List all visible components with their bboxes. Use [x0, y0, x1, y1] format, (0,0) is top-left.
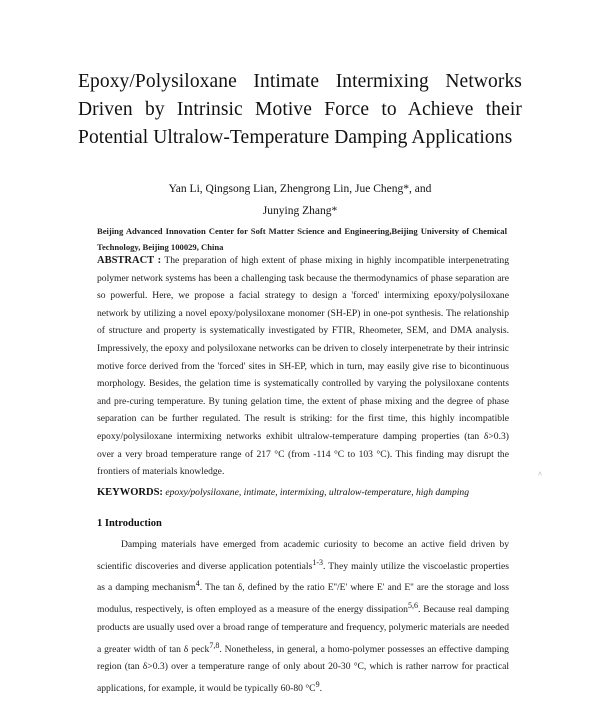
intro-text-5: . Nonetheless, in general, a homo-polymer possesses an effective damping region (tan δ>0.3) over a temperature range of only about 20-30 °C, which is rather narrow for practical applications, for example, it would be typically 60-80 °C [97, 643, 509, 695]
margin-mark: ^ [538, 470, 542, 479]
introduction-paragraph [97, 536, 509, 698]
intro-text-3: . The tan δ, defined by the ratio E''/E' where E' and E'' are the storage and loss modulus, respectively, is often employed as a measure of the energy dissipation [97, 582, 509, 616]
affiliation-line-1: Beijing Advanced Innovation Center for Soft Matter Science and Engineering,Beijing University of Chemical [97, 226, 507, 236]
paper-title-line-3: Potential Ultralow-Temperature Damping Applications [78, 127, 513, 148]
paper-title-line-2: Driven by Intrinsic Motive Force to Achieve their [78, 99, 522, 120]
keywords-text: epoxy/polysiloxane, intimate, intermixing, ultralow-temperature, high damping [162, 487, 470, 498]
intro-text-1: Damping materials have emerged from academic curiosity to become an active field driven by scientific discoveries and diverse application potentials [97, 539, 509, 572]
citation-ref-3: 5,6 [407, 601, 418, 611]
author-list-line-1: Yan Li, Qingsong Lian, Zhengrong Lin, Jue Cheng*, and [168, 183, 432, 195]
section-heading-introduction: 1 Introduction [97, 518, 162, 529]
citation-ref-1: 1-3 [312, 557, 323, 567]
intro-text-6: . [319, 683, 322, 695]
abstract-text: The preparation of high extent of phase mixing in highly incompatible interpenetrating polymer network systems has been a challenging task because the thermodynamics of phase separation are so powerful. Here, we propose a facial strategy to design a 'forced' intermixing epoxy/polysiloxane network by utilizing a novel epoxy/polysiloxane monomer (SH-EP) in one-pot synthesis. The relationship of structure and property is systematically investigated by FTIR, Rheometer, SEM, and DMA analysis. Impressively, the epoxy and polysiloxane networks can be driven to closely interpenetrate by their intrinsic motive force derived from the 'forced' sites in SH-EP, which in turn, may easily give rise to bicontinuous morphology. Besides, the gelation time is systematically controlled by varying the polysiloxane contents and pre-curing temperature. By tuning gelation time, the extent of phase mixing and the degree of phase separation can be further regulated. The result is striking: for the first time, this highly incompatible epoxy/polysiloxane intermixing networks exhibit ultralow-temperature damping properties (tan δ>0.3) over a very broad temperature range of 217 °C (from -114 °C to 103 °C). This finding may disrupt the frontiers of materials knowledge. [97, 255, 509, 478]
affiliation [97, 223, 507, 255]
author-list-line-2: Junying Zhang* [262, 205, 338, 217]
intro-text-2: . They mainly utilize the viscoelastic properties as a damping mechanism [97, 560, 509, 594]
abstract-heading: ABSTRACT : [97, 255, 162, 266]
keywords [97, 485, 509, 501]
intro-text-4: . Because real damping products are usually used over a broad range of temperature and frequency, polymeric materials are needed a greater width of tan δ peck [97, 604, 509, 655]
affiliation-line-2: Technology, Beijing 100029, China [97, 242, 224, 252]
keywords-heading: KEYWORDS: [97, 487, 163, 498]
citation-ref-4: 7,8 [209, 640, 220, 650]
paper-title-line-1: Epoxy/Polysiloxane Intimate Intermixing Networks [78, 71, 522, 92]
citation-ref-5: 9 [315, 679, 320, 689]
citation-ref-2: 4 [195, 579, 200, 589]
abstract [97, 252, 509, 481]
